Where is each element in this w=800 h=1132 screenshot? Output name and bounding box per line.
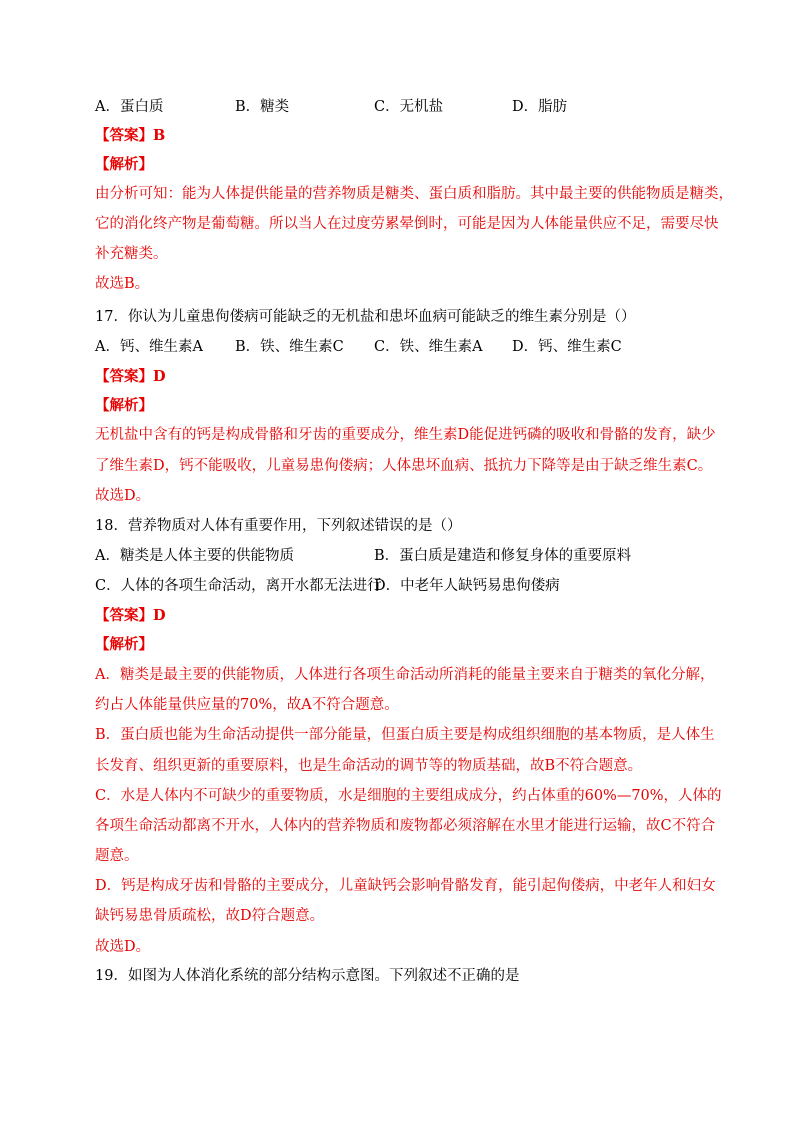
q16-conclusion: 故选B。 xyxy=(95,276,150,292)
q17-answer xyxy=(95,367,166,387)
q17-analysis-line: 了维生素D，钙不能吸收，儿童易患佝偻病；人体患坏血病、抵抗力下降等是由于缺乏维生素C。 xyxy=(95,458,713,474)
q16-analysis-line: 由分析可知：能为人体提供能量的营养物质是糖类、蛋白质和脂肪。其中最主要的供能物质是糖类， xyxy=(95,186,733,202)
q18-analysis-line: A．糖类是最主要的供能物质，人体进行各项生命活动所消耗的能量主要来自于糖类的氧化分解， xyxy=(95,667,715,683)
q16-analysis-line: 补充糖类。 xyxy=(95,246,168,262)
q16-option-a: A．蛋白质 xyxy=(95,99,164,115)
q18-analysis-line: 长发育、组织更新的重要原料，也是生命活动的调节等的物质基础，故B不符合题意。 xyxy=(95,758,643,774)
answer-tag: 【答案】 xyxy=(95,368,153,385)
q18-analysis-line: 题意。 xyxy=(95,848,139,864)
q18-conclusion: 故选D。 xyxy=(95,939,151,955)
q16-answer xyxy=(95,126,165,146)
q18-stem: 18．营养物质对人体有重要作用，下列叙述错误的是（） xyxy=(95,518,462,534)
q18-answer xyxy=(95,606,166,626)
q17-option-b: B．铁、维生素C xyxy=(235,339,344,355)
q17-stem: 17．你认为儿童患佝偻病可能缺乏的无机盐和患坏血病可能缺乏的维生素分别是（） xyxy=(95,309,636,325)
q16-option-b: B．糖类 xyxy=(235,99,290,115)
answer-value: D xyxy=(153,607,166,624)
q19-stem: 19．如图为人体消化系统的部分结构示意图。下列叙述不正确的是 xyxy=(95,968,520,984)
q18-analysis-line: 约占人体能量供应量的70%，故A不符合题意。 xyxy=(95,697,399,713)
q17-analysis-tag: 【解析】 xyxy=(95,397,153,414)
answer-tag: 【答案】 xyxy=(95,127,153,144)
q18-analysis-line: D．钙是构成牙齿和骨骼的主要成分，儿童缺钙会影响骨骼发育，能引起佝偻病，中老年人和妇女 xyxy=(95,878,716,894)
q18-option-a: A．糖类是人体主要的供能物质 xyxy=(95,548,294,564)
answer-tag: 【答案】 xyxy=(95,607,153,624)
q17-option-a: A．钙、维生素A xyxy=(95,339,203,355)
q18-analysis-tag: 【解析】 xyxy=(95,636,153,653)
q18-analysis-line: 各项生命活动都离不开水，人体内的营养物质和废物都必须溶解在水里才能进行运输，故C不符合 xyxy=(95,818,716,834)
q16-analysis-line: 它的消化终产物是葡萄糖。所以当人在过度劳累晕倒时，可能是因为人体能量供应不足，需要尽快 xyxy=(95,216,719,232)
q18-analysis-line: 缺钙易患骨质疏松，故D符合题意。 xyxy=(95,908,325,924)
q18-option-d: D．中老年人缺钙易患佝偻病 xyxy=(374,578,560,594)
q18-analysis-line: C．水是人体内不可缺少的重要物质，水是细胞的主要组成成分，约占体重的60%—70%，人体的 xyxy=(95,788,722,804)
q18-analysis-line: B．蛋白质也能为生命活动提供一部分能量，但蛋白质主要是构成组织细胞的基本物质，是人体生 xyxy=(95,727,715,743)
q18-option-b: B．蛋白质是建造和修复身体的重要原料 xyxy=(374,548,632,564)
q17-analysis-line: 无机盐中含有的钙是构成骨骼和牙齿的重要成分，维生素D能促进钙磷的吸收和骨骼的发育，缺少 xyxy=(95,427,716,443)
q17-option-d: D．钙、维生素C xyxy=(512,339,622,355)
q16-analysis-tag: 【解析】 xyxy=(95,156,153,173)
q17-option-c: C．铁、维生素A xyxy=(374,339,483,355)
answer-value: B xyxy=(153,127,166,144)
q16-option-d: D．脂肪 xyxy=(512,99,568,115)
q17-conclusion: 故选D。 xyxy=(95,488,151,504)
q16-option-c: C．无机盐 xyxy=(374,99,444,115)
answer-value: D xyxy=(153,368,166,385)
q18-option-c: C．人体的各项生命活动，离开水都无法进行 xyxy=(95,578,382,594)
